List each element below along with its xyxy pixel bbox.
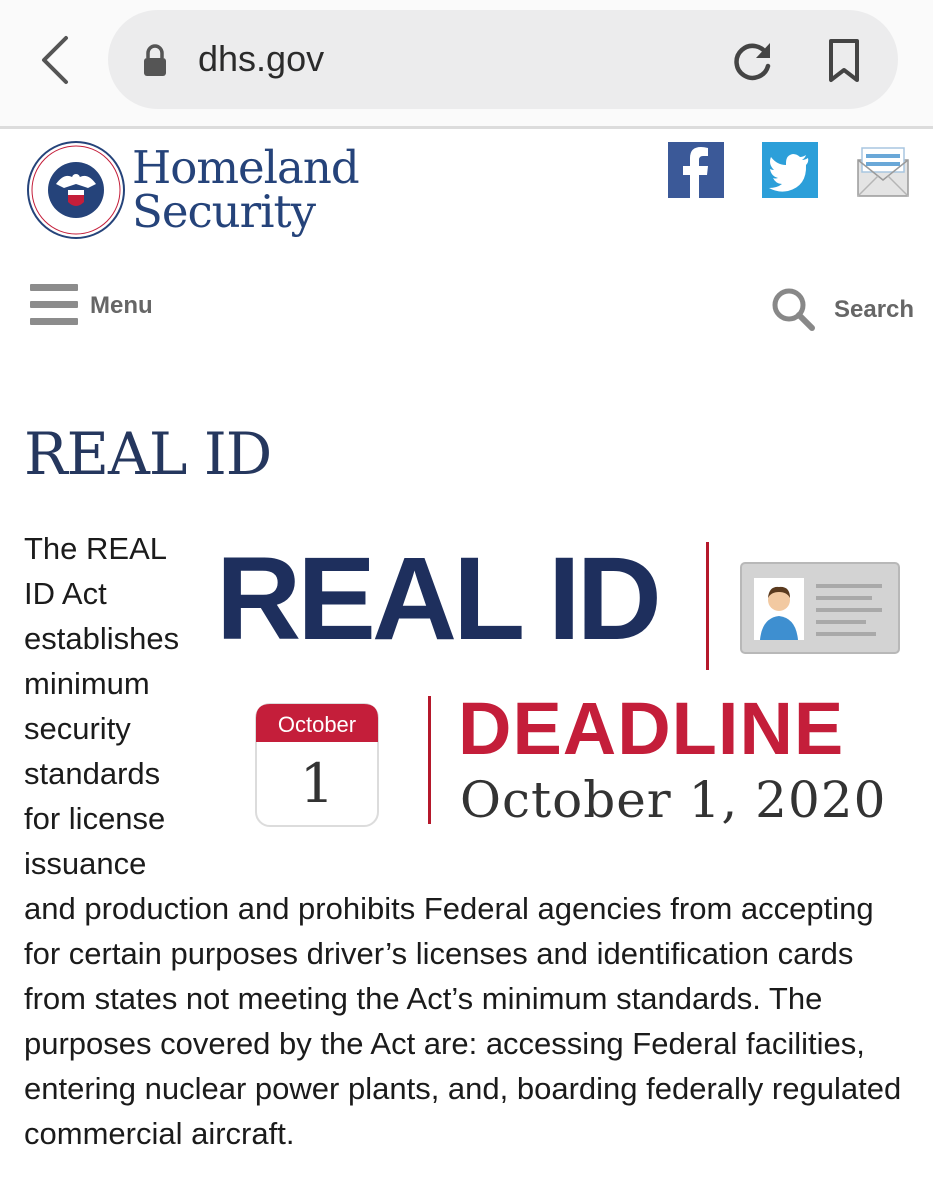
calendar-day: 1 xyxy=(299,752,335,815)
site-logo-text[interactable] xyxy=(132,141,359,238)
calendar-month: October xyxy=(277,712,357,737)
lock-icon xyxy=(142,44,168,78)
id-card-icon xyxy=(740,562,900,654)
back-chevron-icon[interactable] xyxy=(32,32,76,88)
dhs-seal-icon[interactable] xyxy=(26,140,126,240)
email-icon[interactable] xyxy=(852,142,914,198)
url-text[interactable]: dhs.gov xyxy=(198,38,325,79)
menu-label: Menu xyxy=(90,292,153,319)
article-paragraph: The REAL ID Act establishes minimum security standards for license issuance and production and prohibits Federal agencies from accepting for certain purposes driver’s licenses and identification cards from states not meeting the Act’s minimum standards. The purposes covered by the Act are: accessing Federal facilities, entering nuclear power plants, and, boarding federally regulated commercial aircraft. xyxy=(24,531,902,1151)
deadline-label: DEADLINE xyxy=(458,687,845,770)
deadline-date: October 1, 2020 xyxy=(460,771,887,829)
logo-line-homeland: Homeland xyxy=(132,141,359,194)
facebook-icon[interactable] xyxy=(668,142,724,198)
page-title: REAL ID xyxy=(24,420,272,488)
real-id-deadline-banner xyxy=(216,528,914,858)
menu-button[interactable] xyxy=(30,284,160,328)
logo-line-security: Security xyxy=(132,185,316,238)
calendar-icon xyxy=(252,698,382,830)
browser-toolbar xyxy=(0,0,933,126)
toolbar-divider xyxy=(0,126,933,129)
hamburger-icon xyxy=(30,284,78,326)
reload-icon[interactable] xyxy=(730,38,776,84)
search-button[interactable] xyxy=(770,284,920,332)
banner-divider xyxy=(706,542,709,670)
article-body xyxy=(24,526,914,1156)
bookmark-icon[interactable] xyxy=(826,38,862,84)
twitter-icon[interactable] xyxy=(762,142,818,198)
search-label: Search xyxy=(834,296,915,323)
search-icon xyxy=(770,286,816,332)
banner-divider-2 xyxy=(428,696,431,824)
banner-headline: REAL ID xyxy=(216,533,658,665)
